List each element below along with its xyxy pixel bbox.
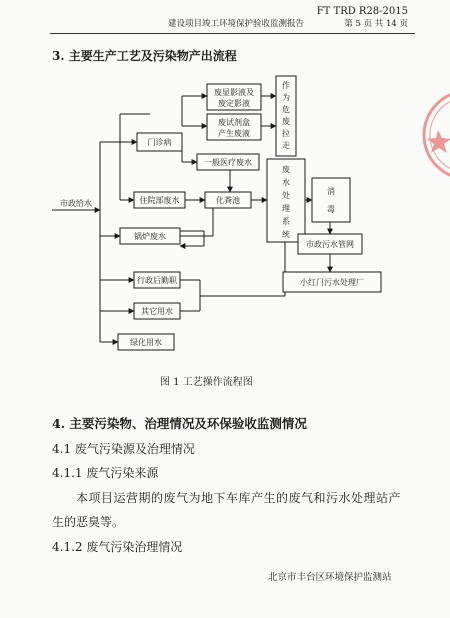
heading-4-1-1: 4.1.1 废气污染来源 — [52, 466, 159, 480]
label-hazardous-6: 走 — [282, 141, 290, 150]
label-medical: 一般医疗废水 — [204, 158, 252, 167]
label-reagent-1: 废试剂盒 — [218, 118, 250, 127]
label-film-2: 废定影液 — [218, 99, 250, 108]
label-boiler: 锅炉废水 — [134, 232, 166, 241]
header-rule — [50, 33, 415, 34]
label-septic: 化粪池 — [216, 196, 240, 205]
page-number: 第 5 页 共 14 页 — [344, 19, 408, 29]
label-disinfect-2: 毒 — [327, 205, 335, 214]
label-hazardous-5: 拉 — [282, 129, 290, 138]
label-treatment-4: 理 — [282, 204, 290, 213]
heading-4-1-2: 4.1.2 废气污染治理情况 — [52, 540, 183, 554]
label-treatment-3: 处 — [282, 191, 290, 200]
label-treatment-5: 系 — [282, 217, 290, 226]
heading-4-1: 4.1 废气污染源及治理情况 — [52, 442, 195, 456]
label-green: 绿化用水 — [130, 338, 162, 347]
label-hazardous-3: 危 — [282, 105, 290, 114]
label-treatment-6: 统 — [282, 230, 290, 239]
stamp-seal — [418, 80, 450, 190]
label-clinic: 门诊病 — [147, 138, 172, 147]
doc-code: FT TRD R28-2015 — [316, 6, 408, 17]
section-4-title: 4. 主要污染物、治理情况及环保验收监测情况 — [52, 416, 307, 431]
label-inpatient: 住院部废水 — [139, 196, 180, 205]
section-3-title: 3. 主要生产工艺及污染物产出流程 — [52, 49, 237, 63]
label-treatment-2: 水 — [282, 178, 290, 187]
paragraph-line-1: 本项目运营期的废气为地下车库产生的废气和污水处理站产 — [76, 491, 402, 505]
label-other: 其它用水 — [141, 307, 173, 316]
label-hazardous-2: 为 — [282, 93, 290, 102]
label-municipal-pipe: 市政污水管网 — [306, 240, 354, 249]
label-disinfect-1: 消 — [327, 187, 335, 196]
footer-organization: 北京市丰台区环境保护监测站 — [268, 572, 392, 583]
label-admin: 行政后勤职 — [137, 276, 177, 285]
label-hazardous-4: 废 — [282, 117, 290, 126]
paragraph-line-2: 生的恶臭等。 — [52, 515, 125, 529]
label-source: 市政给水 — [60, 199, 92, 208]
label-treatment-1: 废 — [282, 165, 290, 174]
label-reagent-2: 产生废液 — [218, 129, 250, 138]
figure-caption: 图 1 工艺操作流程图 — [160, 377, 253, 388]
label-hazardous-1: 作 — [282, 81, 290, 90]
process-flow-diagram — [0, 66, 450, 376]
box-disinfect — [312, 178, 350, 222]
label-film-1: 废显影液及 — [214, 88, 254, 97]
report-title: 建设项目竣工环境保护验收监测报告 — [168, 19, 305, 29]
label-plant: 小红门污水处理厂 — [300, 278, 364, 287]
